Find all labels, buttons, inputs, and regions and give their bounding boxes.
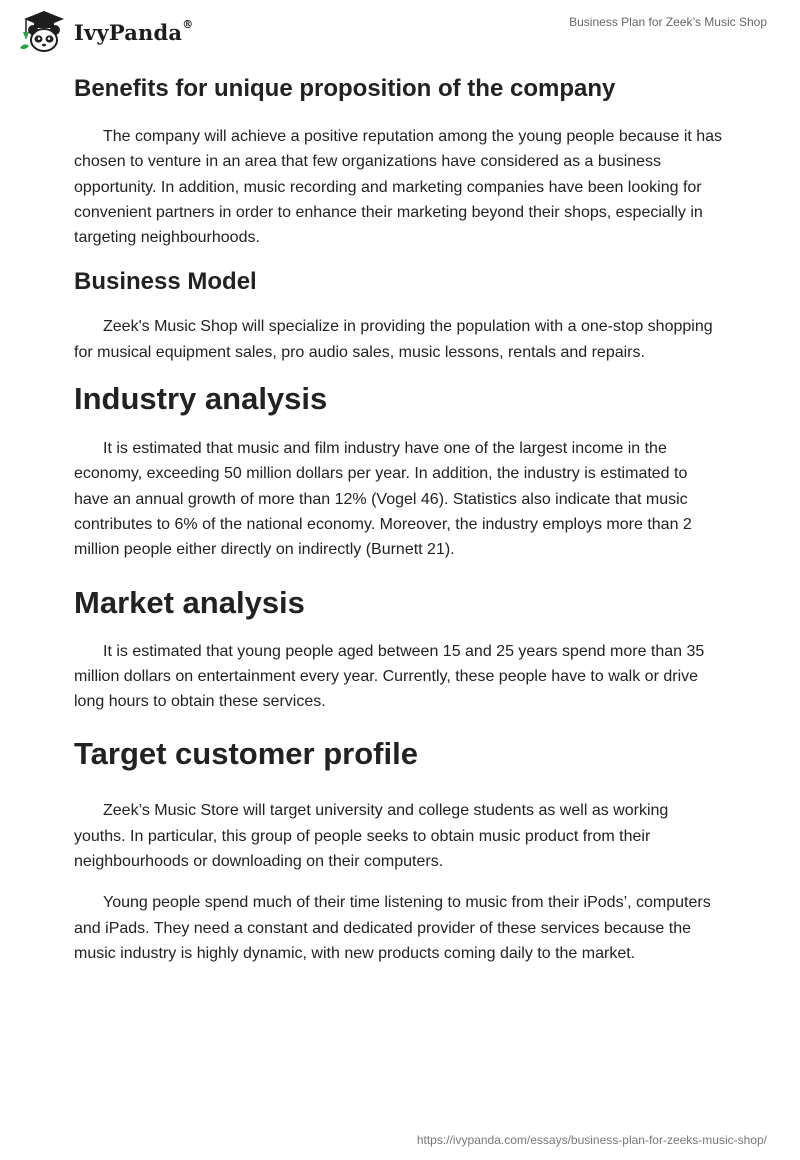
paragraph-industry-analysis: It is estimated that music and film industry have one of the largest income in the economy, exceeding 50 million dollars per year. In addition, the industry is estimated to have an annual growth of more than 12% (Vogel 46). Statistics also indicate that music contributes to 6% of the national economy. Moreover, the industry employs more than 2 million people either directly on indirectly (Burnett 21). (74, 440, 692, 559)
paragraph-target-customer-1: Zeek’s Music Store will target university and college students as well as working youths. In particular, this group of people seeks to obtain music product from their neighbourhoods or downloading on their computers. (74, 802, 669, 871)
paragraph-business-model: Zeek's Music Shop will specialize in providing the population with a one-stop shopping for musical equipment sales, pro audio sales, music lessons, rentals and repairs. (74, 318, 713, 361)
paragraph-market-analysis: It is estimated that young people aged between 15 and 25 years spend more than 35 million dollars on entertainment every year. Currently, these people have to walk or drive long hours to obtain these services. (74, 642, 705, 711)
ivypanda-logo[interactable] (14, 10, 193, 54)
heading-target-customer-profile: Target customer profile (74, 736, 418, 772)
heading-benefits: Benefits for unique proposition of the company (74, 75, 616, 102)
paragraph-benefits: The company will achieve a positive reputation among the young people because it has chosen to venture in an area that few organizations have considered as a business opportunity. In addition, music recording and marketing companies have been looking for convenient partners in order to enhance their marketing beyond their shops, especially in targeting neighbourhoods. (74, 128, 723, 247)
logo-text: IvyPanda® (74, 17, 194, 45)
registered-mark: ® (182, 17, 194, 31)
heading-industry-analysis: Industry analysis (74, 381, 328, 417)
article-body (74, 70, 724, 966)
source-url-link[interactable]: https://ivypanda.com/essays/business-plan-for-zeeks-music-shop/ (416, 1133, 767, 1147)
heading-market-analysis: Market analysis (74, 584, 305, 620)
panda-graduate-icon (14, 10, 72, 54)
paragraph-target-customer-2: Young people spend much of their time listening to music from their iPods’, computers and iPads. They need a constant and dedicated provider of these services because the music industry is highly dynamic, with new products coming daily to the market. (74, 894, 711, 962)
document-title: Business Plan for Zeek’s Music Shop (569, 15, 767, 29)
page-header (0, 0, 800, 60)
heading-business-model: Business Model (74, 268, 257, 296)
